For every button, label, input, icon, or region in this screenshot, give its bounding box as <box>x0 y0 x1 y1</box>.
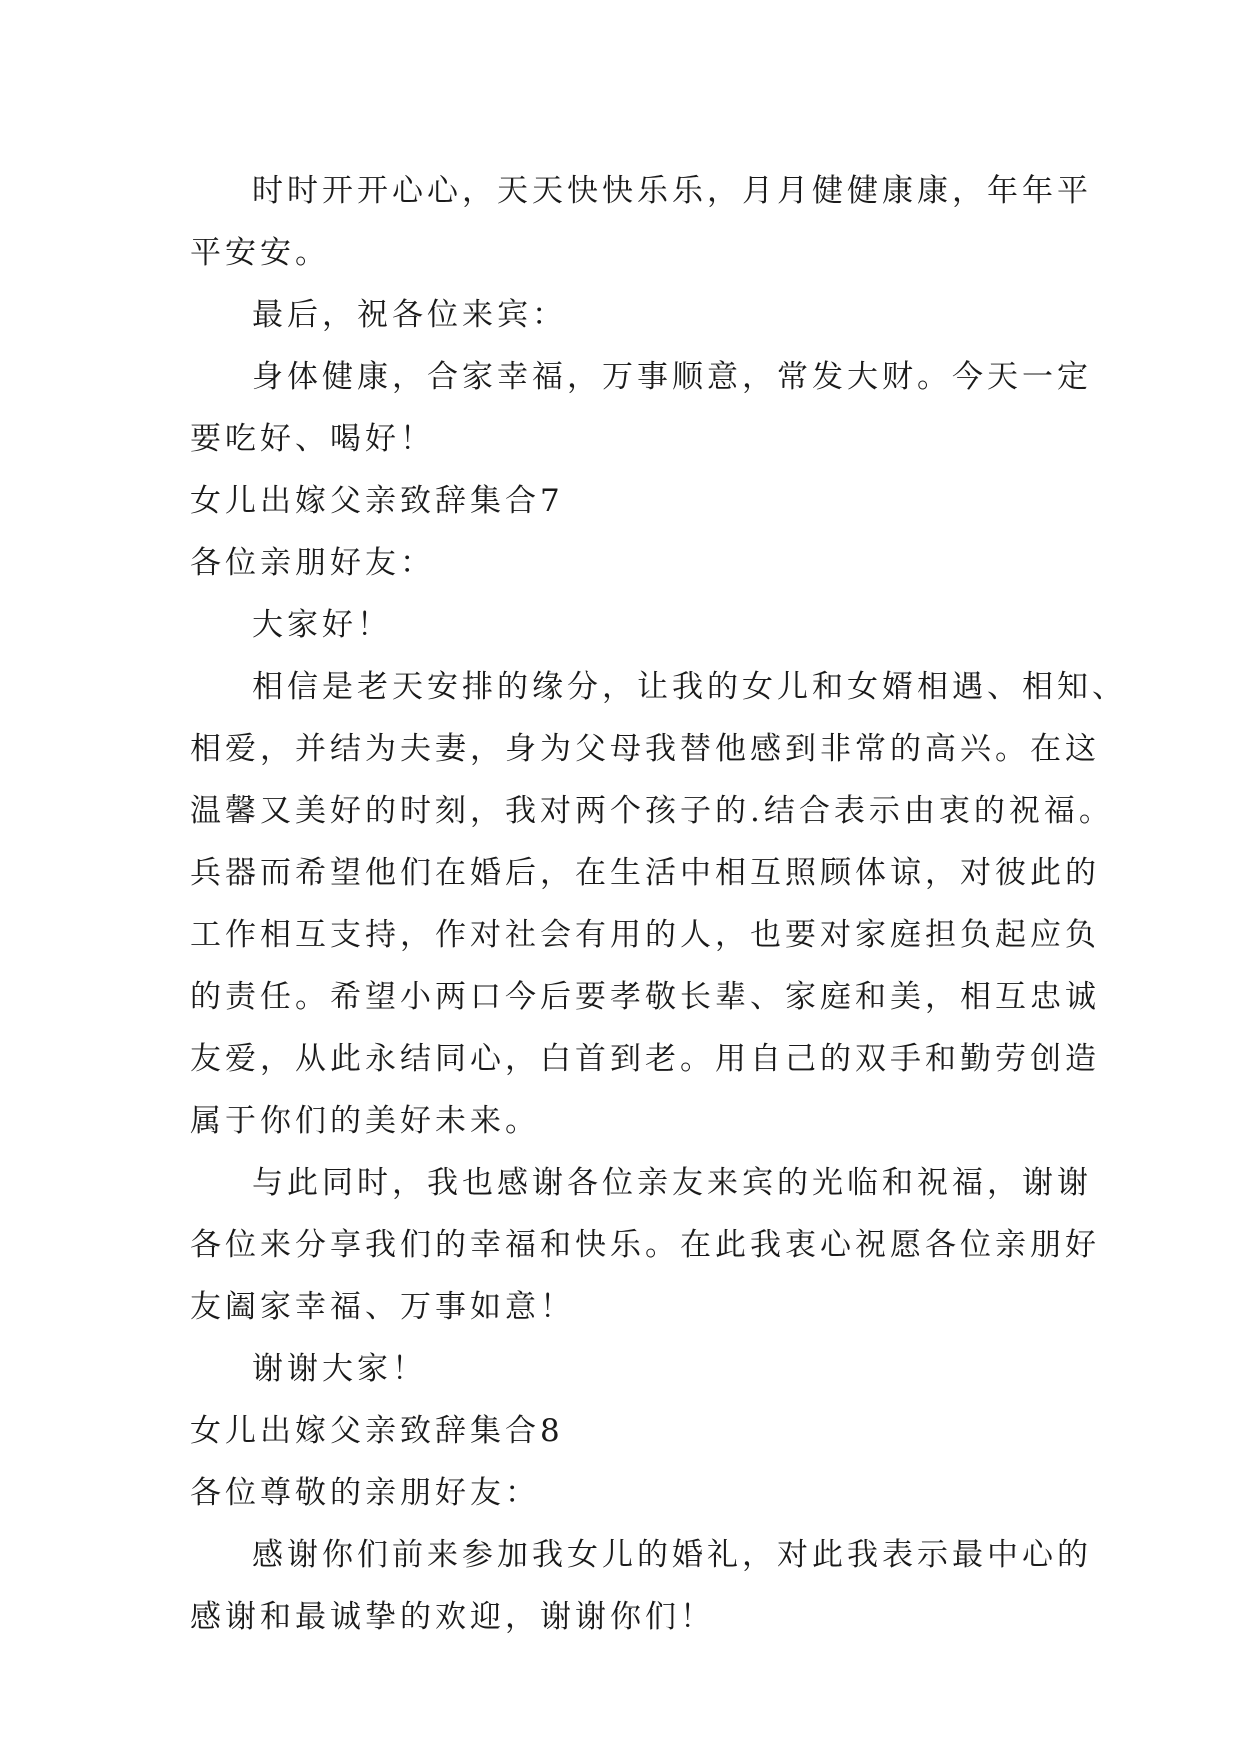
text-line: 时时开开心心，天天快快乐乐，月月健健康康，年年平 <box>252 173 1092 209</box>
section-heading: 女儿出嫁父亲致辞集合7 <box>190 483 564 519</box>
section-heading: 女儿出嫁父亲致辞集合8 <box>190 1413 564 1449</box>
text-line: 的责任。希望小两口今后要孝敬长辈、家庭和美，相互忠诚 <box>190 979 1100 1015</box>
text-line: 要吃好、喝好！ <box>190 421 435 457</box>
text-line: 友爱，从此永结同心，白首到老。用自己的双手和勤劳创造 <box>190 1041 1100 1077</box>
text-line: 兵器而希望他们在婚后，在生活中相互照顾体谅，对彼此的 <box>190 855 1100 891</box>
text-line: 谢谢大家！ <box>252 1351 427 1387</box>
text-line: 大家好！ <box>252 607 392 643</box>
text-line: 身体健康，合家幸福，万事顺意，常发大财。今天一定 <box>252 359 1092 395</box>
text-line: 各位来分享我们的幸福和快乐。在此我衷心祝愿各位亲朋好 <box>190 1227 1100 1263</box>
text-line: 最后，祝各位来宾： <box>252 297 567 333</box>
text-line: 友阖家幸福、万事如意！ <box>190 1289 575 1325</box>
text-line: 属于你们的美好未来。 <box>190 1103 540 1139</box>
text-line: 温馨又美好的时刻，我对两个孩子的.结合表示由衷的祝福。 <box>190 793 1114 829</box>
salutation: 各位尊敬的亲朋好友： <box>190 1475 540 1511</box>
text-line: 工作相互支持，作对社会有用的人，也要对家庭担负起应负 <box>190 917 1100 953</box>
document-body <box>190 160 1127 1648</box>
text-line: 平安安。 <box>190 235 330 271</box>
text-line: 感谢你们前来参加我女儿的婚礼，对此我表示最中心的 <box>252 1537 1092 1573</box>
text-line: 感谢和最诚挚的欢迎，谢谢你们！ <box>190 1599 715 1635</box>
text-line: 相爱，并结为夫妻，身为父母我替他感到非常的高兴。在这 <box>190 731 1100 767</box>
text-line: 与此同时，我也感谢各位亲友来宾的光临和祝福，谢谢 <box>252 1165 1092 1201</box>
text-line: 相信是老天安排的缘分，让我的女儿和女婿相遇、相知、 <box>252 669 1127 705</box>
salutation: 各位亲朋好友： <box>190 545 435 581</box>
